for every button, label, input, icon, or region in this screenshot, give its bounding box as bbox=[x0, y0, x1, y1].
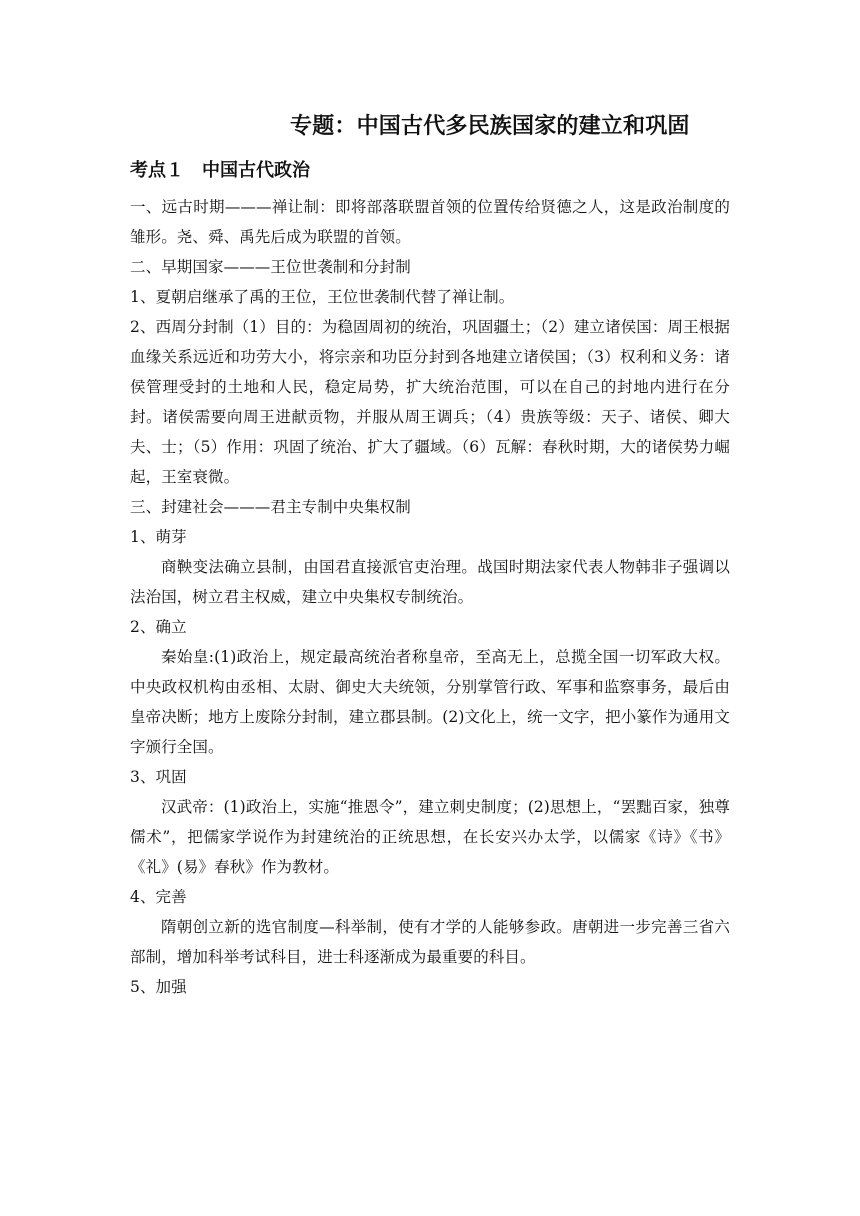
paragraph-establishment: 秦始皇:(1)政治上，规定最高统治者称皇帝，至高无上，总揽全国一切军政大权。中央政权机构由丞相、太尉、御史大夫统领，分别掌管行政、军事和监察事务，最后由皇帝决断；地方上废除分封制，建立郡县制。(2)文化上，统一文字，把小篆作为通用文字颁行全国。 bbox=[130, 648, 730, 756]
subheading-consolidation: 3、巩固 bbox=[130, 768, 187, 786]
paragraph-consolidation: 汉武帝：(1)政治上，实施“推恩令”，建立刺史制度；(2)思想上，“罢黜百家，独尊儒术”，把儒家学说作为封建统治的正统思想，在长安兴办太学，以儒家《诗》《书》《礼》(易》春秋》作为教材。 bbox=[130, 798, 730, 876]
document-body bbox=[130, 106, 730, 1002]
paragraph-xia-succession: 1、夏朝启继承了禹的王位，王位世袭制代替了禅让制。 bbox=[130, 288, 515, 306]
subheading-emergence: 1、萌芽 bbox=[130, 528, 187, 546]
paragraph-emergence: 商鞅变法确立县制，由国君直接派官吏治理。战国时期法家代表人物韩非子强调以法治国，树立君主权威，建立中央集权专制统治。 bbox=[130, 558, 730, 606]
document-title: 专题：中国古代多民族国家的建立和巩固 bbox=[290, 113, 690, 139]
subheading-improvement: 4、完善 bbox=[130, 888, 187, 906]
paragraph-improvement: 隋朝创立新的选官制度—科举制，使有才学的人能够参政。唐朝进一步完善三省六部制，增加科举考试科目，进士科逐渐成为最重要的科目。 bbox=[130, 918, 730, 966]
section-heading: 考点１ 中国古代政治 bbox=[130, 160, 310, 181]
heading-feudal-society: 三、封建社会———君主专制中央集权制 bbox=[130, 498, 411, 516]
subheading-establishment: 2、确立 bbox=[130, 618, 187, 636]
paragraph-remote-antiquity: 一、远古时期———禅让制：即将部落联盟首领的位置传给贤德之人，这是政治制度的雏形。尧、舜、禹先后成为联盟的首领。 bbox=[130, 198, 730, 246]
heading-early-states: 二、早期国家———王位世袭制和分封制 bbox=[130, 258, 411, 276]
paragraph-western-zhou-fengjian: 2、西周分封制（1）目的：为稳固周初的统治，巩固疆土；（2）建立诸侯国：周王根据血缘关系远近和功劳大小，将宗亲和功臣分封到各地建立诸侯国；（3）权利和义务：诸侯管理受封的土地和人民，稳定局势，扩大统治范围，可以在自己的封地内进行在分封。诸侯需要向周王进献贡物，并服从周王调兵；（4）贵族等级：天子、诸侯、卿大夫、士；（5）作用：巩固了统治、扩大了疆域。（6）瓦解：春秋时期，大的诸侯势力崛起，王室衰微。 bbox=[130, 318, 730, 486]
subheading-strengthening: 5、加强 bbox=[130, 978, 187, 996]
